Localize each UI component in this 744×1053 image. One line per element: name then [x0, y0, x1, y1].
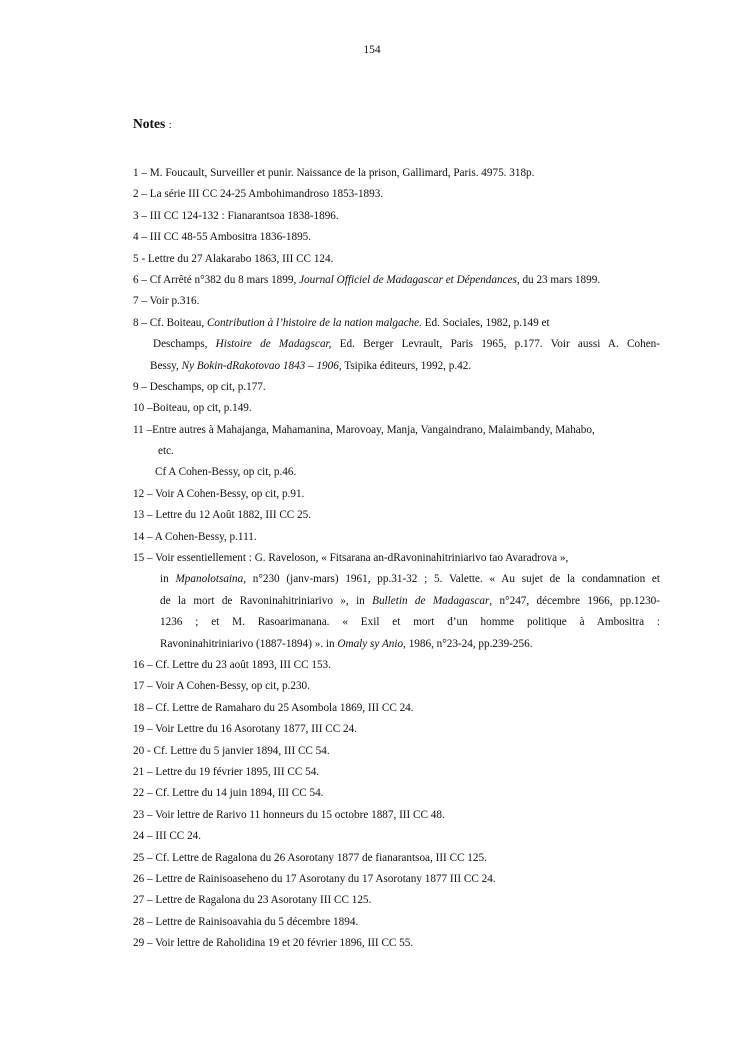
note-26: 26 – Lettre de Rainisoaseheno du 17 Asorotany du 17 Asorotany 1877 III CC 24. — [133, 872, 496, 885]
note-15-bulletin: Bulletin de Madagascar — [372, 594, 490, 607]
note-15-text-2: Ravoninahitriniarivo (1887-1894) ». in — [160, 637, 338, 650]
note-3: 3 – III CC 124-132 : Fianarantsoa 1838-1896. — [133, 209, 339, 222]
page-number: 154 — [363, 44, 381, 56]
note-14: 14 – A Cohen-Bessy, p.111. — [133, 530, 257, 543]
notes-list — [133, 163, 660, 954]
note-24: 24 – III CC 24. — [133, 830, 202, 843]
note-23: 23 – Voir lettre de Rarivo 11 honneurs du 15 octobre 1887, III CC 48. — [133, 808, 445, 821]
note-1: 1 – M. Foucault, Surveiller et punir. Naissance de la prison, Gallimard, Paris. 4975. 318p. — [133, 167, 535, 179]
note-5: 5 - Lettre du 27 Alakarabo 1863, III CC 124. — [133, 252, 334, 265]
note-8-details: Ed. Berger Levrault, Paris 1965, p.177. Voir aussi A. Cohen- — [331, 338, 660, 351]
note-21: 21 – Lettre du 19 février 1895, III CC 54. — [133, 765, 320, 778]
note-8-line-2 — [133, 334, 660, 355]
note-8-title-3: Ny Bokin-dRakotovao 1843 – 1906, — [181, 359, 342, 372]
note-29: 29 – Voir lettre de Raholidina 19 et 20 février 1896, III CC 55. — [133, 937, 414, 950]
note-8-line-1 — [133, 313, 660, 334]
note-8-author-2: Bessy, — [150, 359, 182, 372]
note-17: 17 – Voir A Cohen-Bessy, op cit, p.230. — [133, 680, 310, 693]
note-8-author: Deschamps, — [153, 338, 216, 351]
note-15-journal: Mpanolotsaina, — [175, 573, 247, 586]
note-9: 9 – Deschamps, op cit, p.177. — [133, 380, 266, 393]
note-6-source: Journal Officiel de Madagascar et Dépendances, — [299, 273, 520, 286]
note-15-line-4: 1236 ; et M. Rasoarimanana. « Exil et mort d’un homme politique à Ambositra : — [160, 616, 660, 629]
note-7: 7 – Voir p.316. — [133, 295, 200, 308]
note-11-line-1: 11 –Entre autres à Mahajanga, Mahamanina, Marovoay, Manja, Vangaindrano, Malaimbandy, Mahabo, — [133, 423, 595, 436]
note-11-line-2: etc. — [158, 445, 174, 458]
note-15-details-2: , n°247, décembre 1966, pp.1230- — [489, 594, 660, 607]
note-8-details-2: Tsipika éditeurs, 1992, p.42. — [341, 359, 472, 372]
note-8-text: 8 – Cf. Boiteau, — [133, 316, 207, 329]
note-8-publisher: Ed. Sociales, 1982, p.149 et — [421, 316, 550, 329]
note-2: 2 – La série III CC 24-25 Ambohimandroso 1853-1893. — [133, 188, 384, 201]
note-8-line-3 — [133, 356, 660, 377]
note-10: 10 –Boiteau, op cit, p.149. — [133, 402, 252, 415]
note-15-line-3 — [133, 591, 660, 612]
note-15-in: in — [160, 573, 176, 586]
note-8-title: Contribution à l’histoire de la nation malgache. — [206, 316, 422, 329]
note-4: 4 – III CC 48-55 Ambositra 1836-1895. — [133, 231, 312, 244]
note-25: 25 – Cf. Lettre de Ragalona du 26 Asorotany 1877 de fianarantsoa, III CC 125. — [133, 851, 487, 864]
note-18: 18 – Cf. Lettre de Ramaharo du 25 Asombola 1869, III CC 24. — [133, 701, 414, 714]
note-22: 22 – Cf. Lettre du 14 juin 1894, III CC 54. — [133, 787, 324, 800]
note-15-details: n°230 (janv-mars) 1961, pp.31-32 ; 5. Valette. « Au sujet de la condamnation et — [246, 573, 660, 586]
notes-colon: : — [168, 119, 172, 131]
note-16: 16 – Cf. Lettre du 23 août 1893, III CC 153. — [133, 658, 331, 671]
notes-title: Notes — [133, 116, 166, 131]
note-13: 13 – Lettre du 12 Août 1882, III CC 25. — [133, 509, 312, 522]
note-15-line-5 — [133, 634, 660, 655]
note-15-omaly: Omaly sy Anio — [337, 637, 404, 650]
note-20: 20 - Cf. Lettre du 5 janvier 1894, III CC 54. — [133, 744, 330, 757]
note-27: 27 – Lettre de Ragalona du 23 Asorotany III CC 125. — [133, 894, 372, 907]
note-6-date: du 23 mars 1899. — [519, 273, 601, 286]
note-19: 19 – Voir Lettre du 16 Asorotany 1877, III CC 24. — [133, 723, 357, 736]
note-15-line-1: 15 – Voir essentiellement : G. Raveloson, « Fitsarana an-dRavoninahitriniarivo tao Avaradrova », — [133, 552, 569, 565]
notes-heading — [133, 116, 172, 132]
note-15-line-2 — [133, 569, 660, 590]
note-15-text: de la mort de Ravoninahitriniarivo », in — [160, 594, 373, 607]
note-6-text: 6 – Cf Arrêté n°382 du 8 mars 1899, — [133, 273, 300, 286]
note-12: 12 – Voir A Cohen-Bessy, op cit, p.91. — [133, 487, 305, 500]
note-11-line-3: Cf A Cohen-Bessy, op cit, p.46. — [155, 466, 297, 479]
note-8-title-2: Histoire de Madagscar, — [215, 338, 332, 351]
note-6 — [133, 270, 660, 291]
note-28: 28 – Lettre de Rainisoavahia du 5 décembre 1894. — [133, 915, 359, 928]
note-15-details-3: , 1986, n°23-24, pp.239-256. — [403, 637, 533, 650]
